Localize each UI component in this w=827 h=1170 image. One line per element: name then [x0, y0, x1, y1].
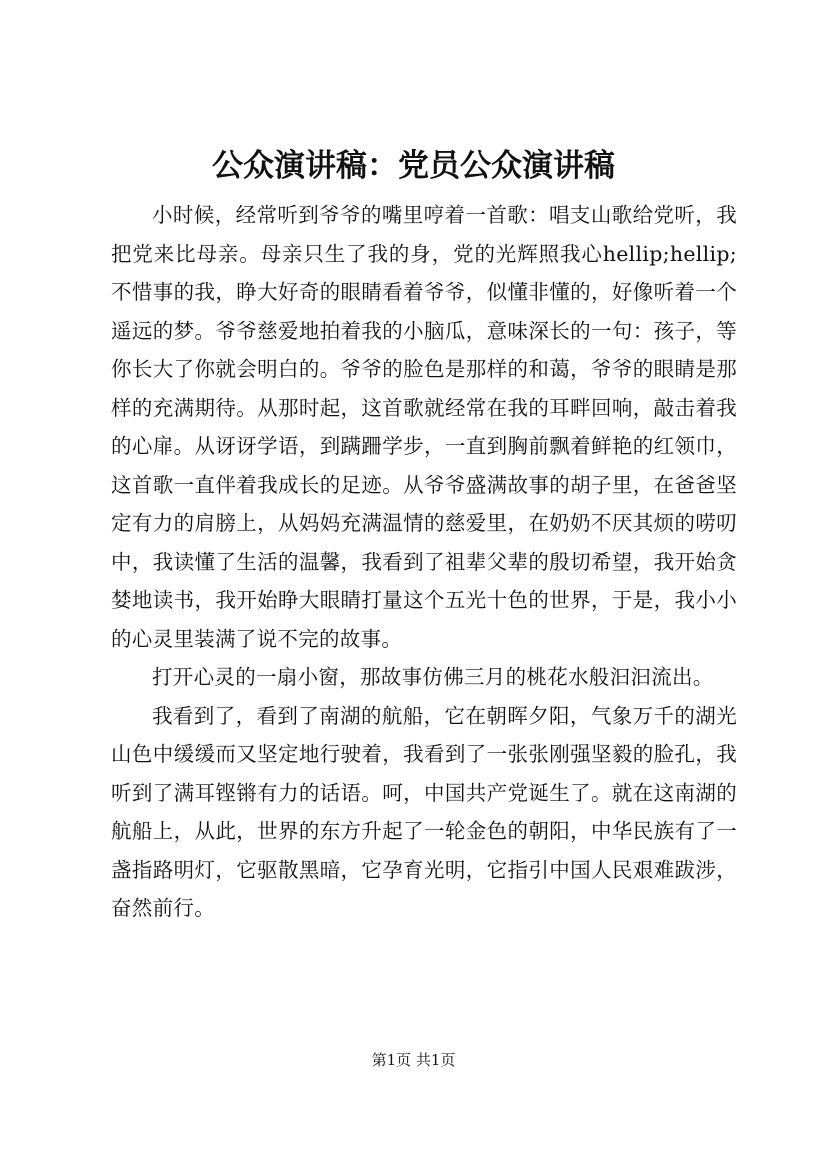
page-footer: 第1页 共1页	[371, 1051, 456, 1069]
document-title: 公众演讲稿：党员公众演讲稿	[212, 148, 615, 184]
paragraph-3: 我看到了，看到了南湖的航船，它在朝晖夕阳，气象万千的湖光山色中缓缓而又坚定地行驶着，我看到了一张张刚强坚毅的脸孔，我听到了满耳铿锵有力的话语。呵，中国共产党诞生了。就在这南湖的航船上，从此，世界的东方升起了一轮金色的朝阳，中华民族有了一盏指路明灯，它驱散黑暗，它孕育光明，它指引中国人民艰难跋涉，奋然前行。	[111, 703, 737, 920]
paragraph-2: 打开心灵的一扇小窗，那故事仿佛三月的桃花水般汩汩流出。	[152, 665, 714, 689]
document-body	[111, 196, 737, 928]
paragraph-1: 小时候，经常听到爷爷的嘴里哼着一首歌：唱支山歌给党听，我把党来比母亲。母亲只生了我的身，党的光辉照我心hellip;hellip;不惜事的我，睁大好奇的眼睛看着爷爷，似懂非懂的，好像听着一个遥远的梦。爷爷慈爱地拍着我的小脑瓜，意味深长的一句：孩子，等你长大了你就会明白的。爷爷的脸色是那样的和蔼，爷爷的眼睛是那样的充满期待。从那时起，这首歌就经常在我的耳畔回响，敲击着我的心扉。从讶讶学语，到蹒跚学步，一直到胸前飘着鲜艳的红领巾，这首歌一直伴着我成长的足迹。从爷爷盛满故事的胡子里，在爸爸坚定有力的肩膀上，从妈妈充满温情的慈爱里，在奶奶不厌其烦的唠叨中，我读懂了生活的温馨，我看到了祖辈父辈的殷切希望，我开始贪婪地读书，我开始睁大眼睛打量这个五光十色的世界，于是，我小小的心灵里装满了说不完的故事。	[111, 203, 737, 651]
